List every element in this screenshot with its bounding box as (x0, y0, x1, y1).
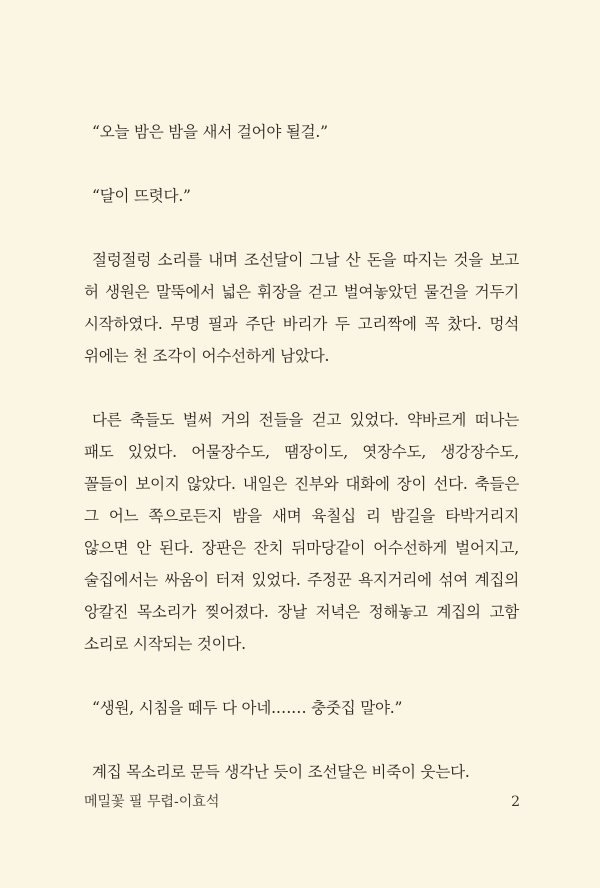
book-title: 메밀꽃 필 무렵-이효석 (84, 794, 220, 810)
paragraph-gap (84, 372, 519, 404)
paragraph-dialogue-2: “달이 뜨렷다.” (92, 187, 191, 205)
page-footer (84, 790, 520, 814)
paragraph-dialogue-3: “생원, 시침을 떼두 다 아네.…… 충줏집 말야.” (92, 699, 403, 717)
paragraph-narration-2: 다른 축들도 벌써 거의 전들을 걷고 있었다. 약바르게 떠나는 패도 있었다. 어물장수도, 땜장이도, 엿장수도, 생강장수도, 꼴들이 보이지 않았다. 내일은 진부와 대화에 장이 선다. 축들은 그 어느 쪽으로든지 밤을 새며 육칠십 리 밤길을 타박거리지 않으면 안 된다. 장판은 잔치 뒤마당같이 어수선하게 벌어지고, 술집에서는 싸움이 터져 있었다. 주정꾼 욕지거리에 섞여 계집의 앙칼진 목소리가 찢어졌다. 장날 저녁은 정해놓고 계집의 고함 소리로 시작되는 것이다. (84, 411, 519, 653)
paragraph-narration-1: 절렁절렁 소리를 내며 조선달이 그날 산 돈을 따지는 것을 보고 허 생원은 말뚝에서 넓은 휘장을 걷고 벌여놓았던 물건을 거두기 시작하였다. 무명 필과 주단 바리가 두 고리짝에 꼭 찼다. 멍석 위에는 천 조각이 어수선하게 남았다. (84, 251, 519, 365)
body-text (84, 116, 519, 788)
paragraph-gap (84, 212, 519, 244)
paragraph-gap (84, 148, 519, 180)
paragraph-dialogue-1: “오늘 밤은 밤을 새서 걸어야 될걸.” (92, 123, 328, 141)
page-number: 2 (511, 794, 520, 810)
paragraph-gap (84, 660, 519, 692)
paragraph-gap (84, 724, 519, 756)
paragraph-narration-3: 계집 목소리로 문득 생각난 듯이 조선달은 비죽이 웃는다. (92, 763, 470, 781)
